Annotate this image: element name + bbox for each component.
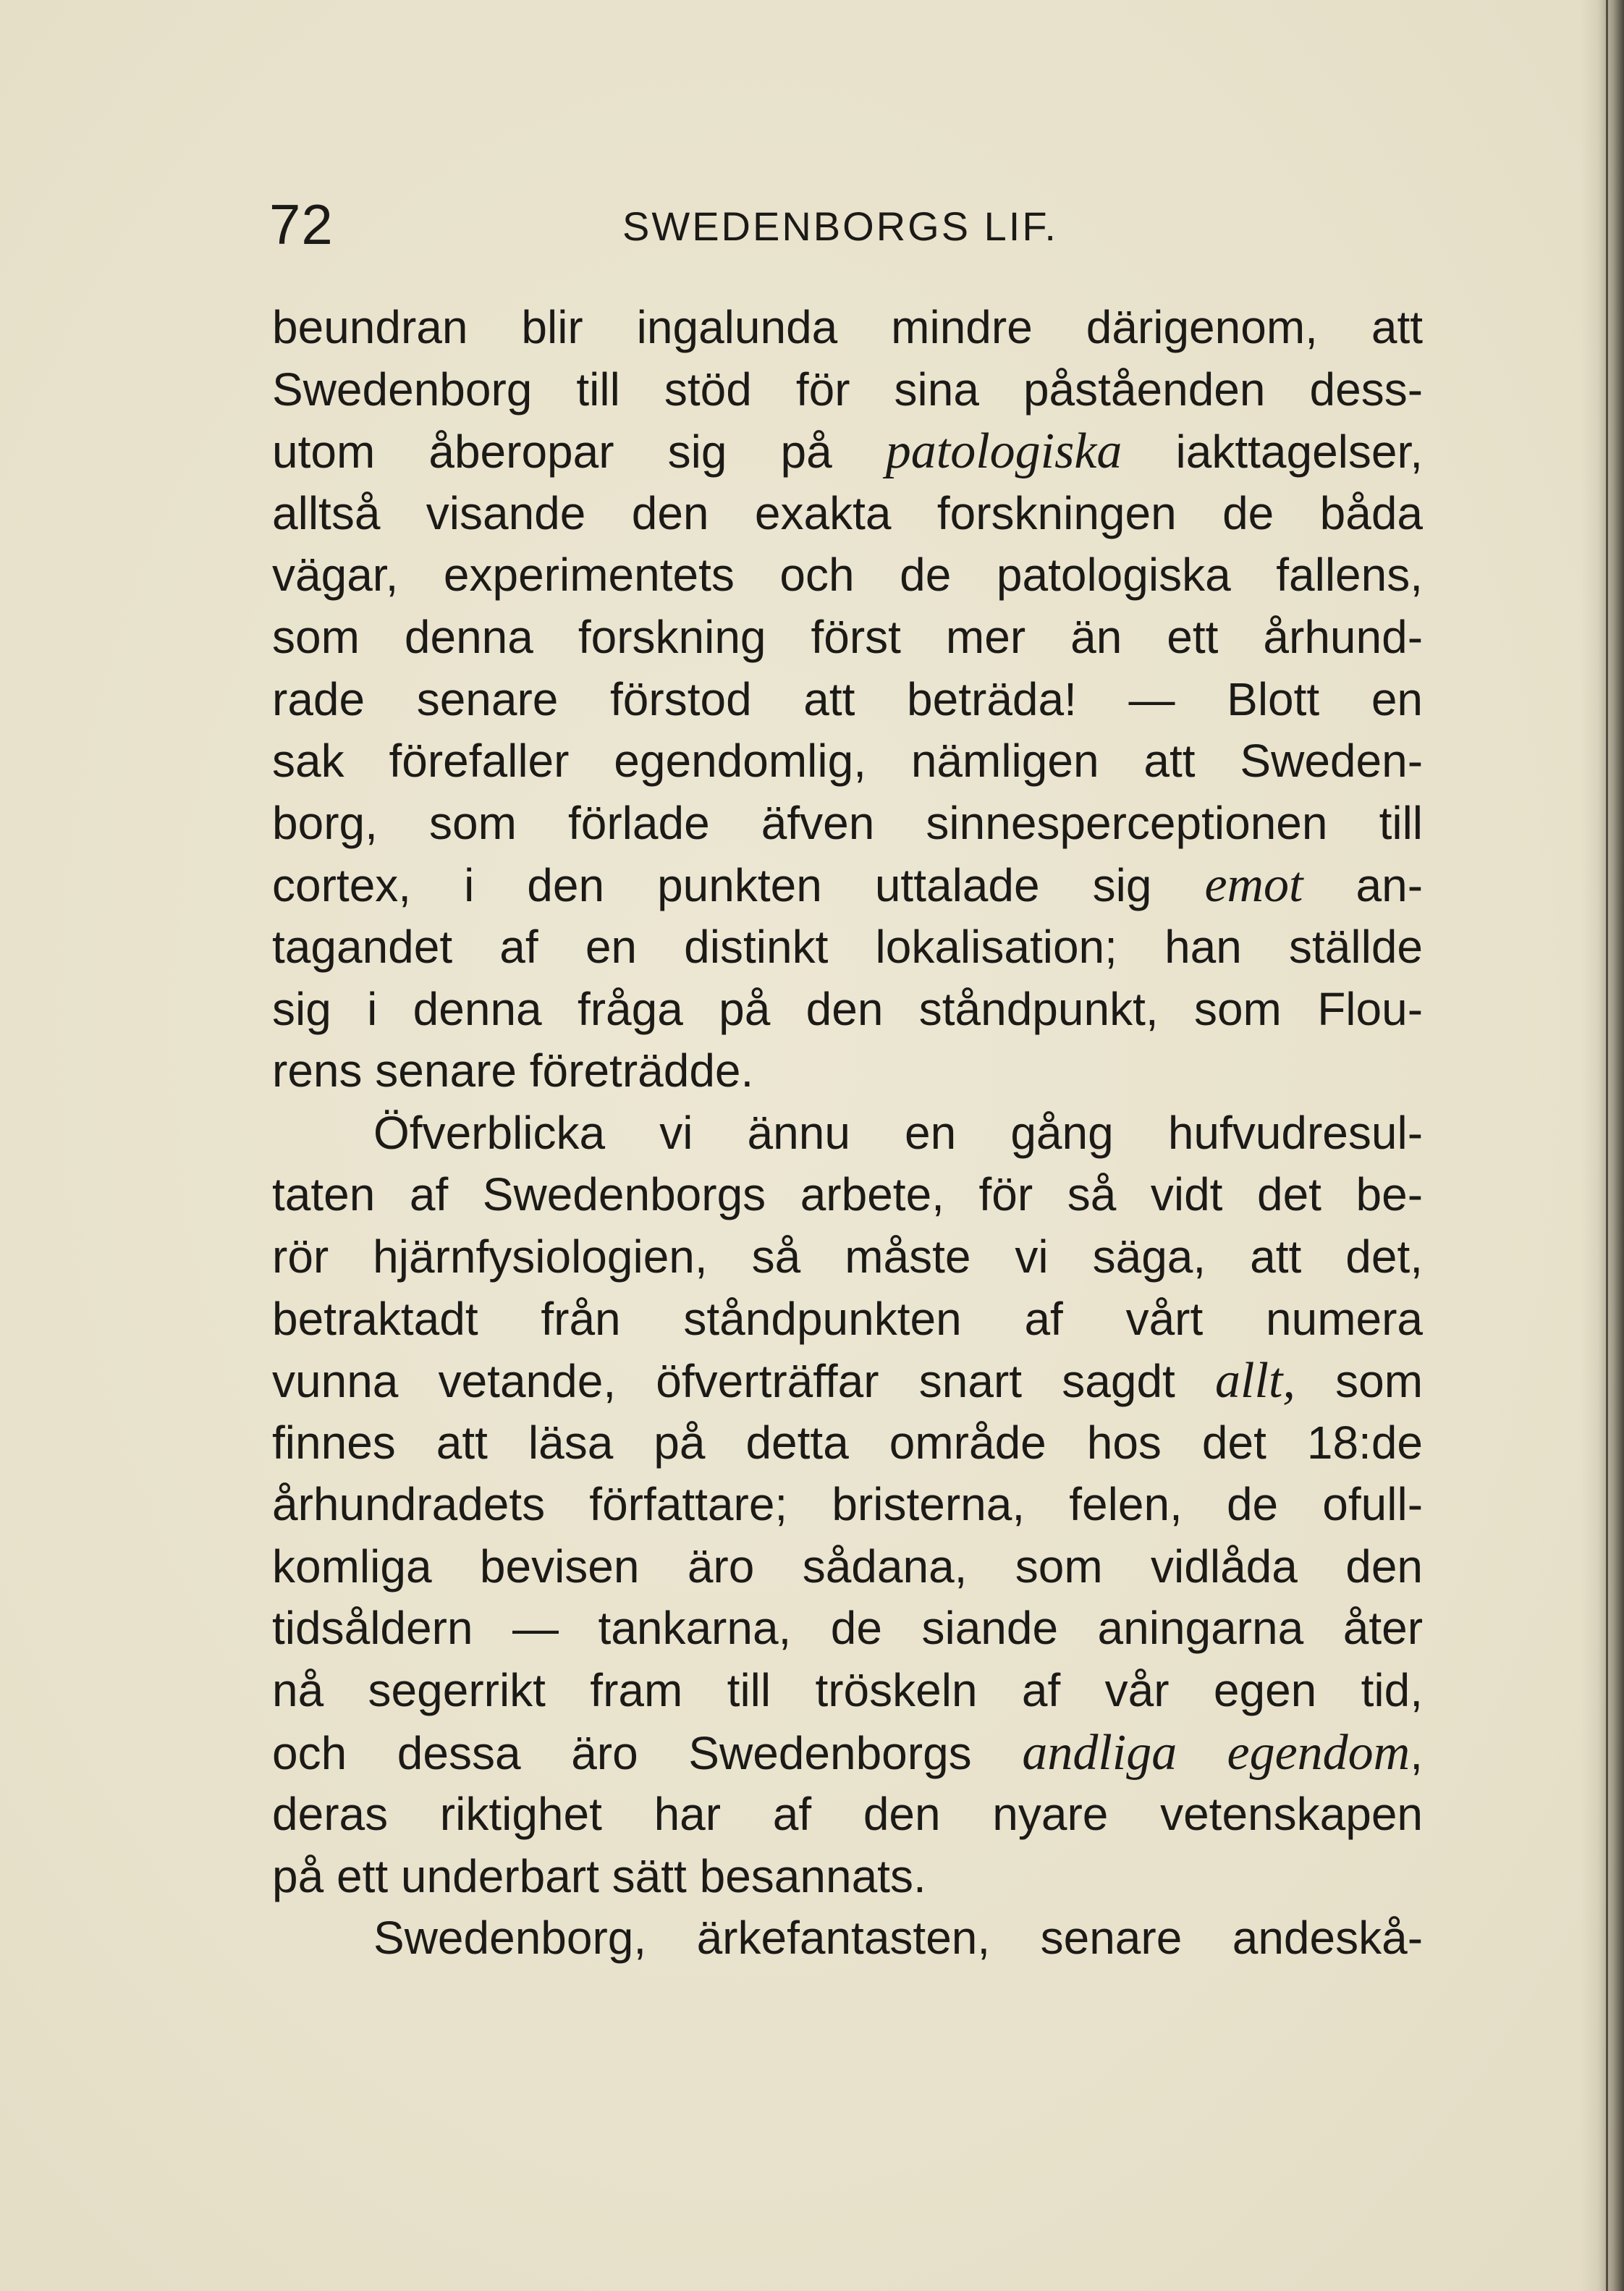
- text-segment: vunna vetande, öfverträffar snart sagdt: [272, 1355, 1175, 1408]
- text-line: alltså visande den exakta forskningen de båda: [272, 486, 1423, 539]
- paragraph-start-line: Öfverblicka vi ännu en gång hufvudresul-: [373, 1106, 1423, 1159]
- paragraph-start-line: Swedenborg, ärkefantasten, senare andeskå-: [373, 1912, 1423, 1965]
- text-line: borg, som förlade äfven sinnesperceptionen till: [272, 796, 1423, 849]
- text-line: som denna forskning först mer än ett århund-: [272, 610, 1423, 663]
- text-line: sig i denna fråga på den ståndpunkt, som Flou-: [272, 982, 1423, 1035]
- italic-emphasis: andliga egendom: [1022, 1724, 1411, 1781]
- body-text: [272, 297, 1423, 1970]
- running-head: SWEDENBORGS LIF.: [622, 203, 1058, 249]
- text-segment: ,: [1410, 1726, 1423, 1779]
- page-edge-line: [1606, 0, 1608, 2291]
- text-segment: cortex, i den punkten uttalade sig: [272, 859, 1152, 912]
- page-number: 72: [269, 193, 334, 256]
- text-line: [272, 1722, 1423, 1784]
- text-line: tagandet af en distinkt lokalisation; han ställde: [272, 920, 1423, 973]
- text-line: betraktadt från ståndpunkten af vårt numera: [272, 1292, 1423, 1345]
- text-line: vägar, experimentets och de patologiska fallens,: [272, 549, 1423, 602]
- text-line: på ett underbart sätt besannats.: [272, 1849, 926, 1902]
- text-line: rade senare förstod att beträda! — Blott en: [272, 672, 1423, 725]
- text-segment: an-: [1356, 859, 1423, 912]
- italic-emphasis: allt,: [1215, 1353, 1295, 1409]
- italic-emphasis: patologiska: [885, 423, 1122, 480]
- text-line: komliga bevisen äro sådana, som vidlåda den: [272, 1540, 1423, 1592]
- text-segment: och dessa äro Swedenborgs: [272, 1726, 972, 1779]
- text-line: rens senare företrädde.: [272, 1045, 754, 1097]
- text-line: [272, 854, 1423, 916]
- text-line: taten af Swedenborgs arbete, för så vidt det be-: [272, 1168, 1423, 1221]
- text-line: nå segerrikt fram till tröskeln af vår egen tid,: [272, 1664, 1423, 1717]
- text-segment: utom åberopar sig på: [272, 426, 832, 478]
- text-line: sak förefaller egendomlig, nämligen att Sweden-: [272, 735, 1423, 788]
- text-line: rör hjärnfysiologien, så måste vi säga, att det,: [272, 1230, 1423, 1283]
- text-line: beundran blir ingalunda mindre därigenom, att: [272, 301, 1423, 353]
- text-line: tidsåldern — tankarna, de siande aningarna åter: [272, 1602, 1423, 1655]
- page-header: [269, 192, 1427, 257]
- italic-emphasis: emot: [1204, 857, 1303, 914]
- text-line: århundradets författare; bristerna, felen, de ofull-: [272, 1478, 1423, 1531]
- text-line: Swedenborg till stöd för sina påståenden dess-: [272, 363, 1423, 415]
- page-edge-shadow: [1581, 0, 1624, 2291]
- text-line: [272, 421, 1423, 483]
- text-segment: iakttagelser,: [1175, 426, 1423, 478]
- text-line: finnes att läsa på detta område hos det 18:de: [272, 1416, 1423, 1469]
- text-segment: som: [1335, 1355, 1423, 1408]
- text-line: [272, 1350, 1423, 1412]
- text-line: deras riktighet har af den nyare vetenskapen: [272, 1788, 1423, 1841]
